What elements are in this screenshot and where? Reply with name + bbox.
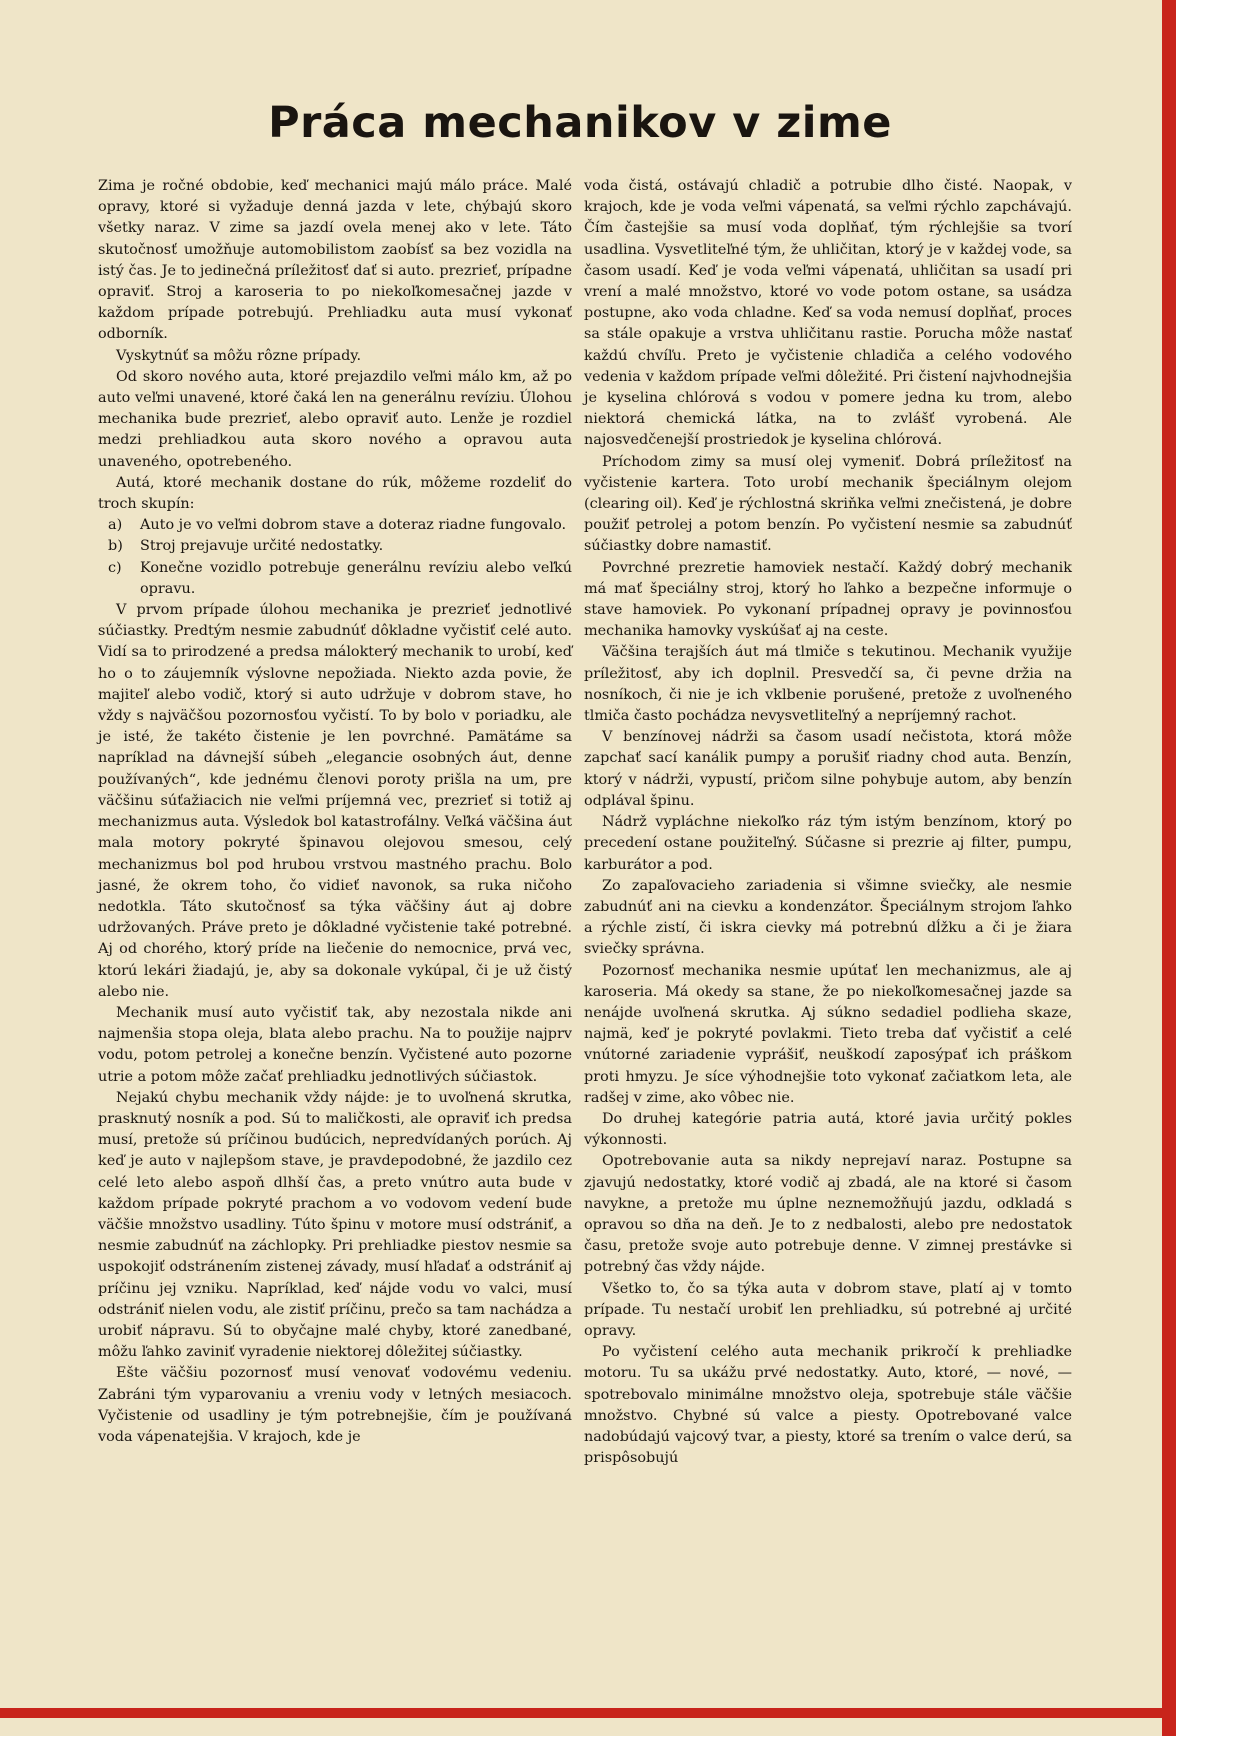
paragraph: V benzínovej nádrži sa časom usadí nečistota, ktorá môže zapchať sací kanálik pumpy a porušiť riadny chod auta. Benzín, ktorý v nádrži, vypustí, pričom silne pohybuje autom, aby benzín odplával špinu. xyxy=(584,729,1072,809)
paragraph: Nádrž vypláchne niekoľko ráz tým istým benzínom, ktorý po precedení ostane použiteľný. Súčasne si prezrie aj filter, pumpu, karburátor a pod. xyxy=(584,814,1072,873)
list-item-text: Konečne vozidlo potrebuje generálnu revíziu alebo veľkú opravu. xyxy=(140,559,572,597)
list-marker: a) xyxy=(108,517,123,534)
paragraph: Po vyčistení celého auta mechanik prikročí k prehliadke motoru. Tu sa ukážu prvé nedostatky. Auto, ktoré, — nové, — spotrebovalo minimálne množstvo oleja, spotrebuje stále väčšie množstvo. Chybné sú valce a piesty. Opotrebované valce nadobúdajú vajcový tvar, a piesty, ktoré sa trením o valce derú, sa prispôsobujú xyxy=(584,1344,1072,1467)
paragraph: Mechanik musí auto vyčistiť tak, aby nezostala nikde ani najmenšia stopa oleja, blata alebo prachu. Na to použije najprv vodu, potom petrolej a konečne benzín. Vyčistené auto pozorne utrie a potom môže začať prehliadku jednotlivých súčiastok. xyxy=(98,1004,572,1085)
paragraph: Väčšina terajších áut má tlmiče s tekutinou. Mechanik využije príležitosť, aby ich doplnil. Presvedčí sa, či pevne držia na nosníkoch, či nie je ich vklbenie porušené, pretože z uvoľneného tlmiča často pochádza nevysvetliteľný a nepríjemný rachot. xyxy=(584,644,1072,725)
paragraph: Do druhej kategórie patria autá, ktoré javia určitý pokles výkonnosti. xyxy=(584,1110,1072,1149)
paragraph: Nejakú chybu mechanik vždy nájde: je to uvoľnená skrutka, prasknutý nosník a pod. Sú to maličkosti, ale opraviť ich predsa musí, pretože sú príčinou budúcich, nepredvídaných porúch. Aj keď je auto v najlepšom stave, je pravdepodobné, že jazdilo cez celé leto alebo aspoň dlhší čas, a preto vnútro auta bude v každom prípade pokryté prachom a vo vodovom vedení bude väčšie množstvo usadliny. Túto špinu v motore musí odstrániť, a nesmie zabudnúť na záchlopky. Pri prehliadke piestov nesmie sa uspokojiť odstránením zistenej závady, musí hľadať a odstrániť aj príčinu jej vzniku. Napríklad, keď nájde vodu vo valci, musí odstrániť nielen vodu, ale zistiť príčinu, prečo sa tam nachádza a urobiť nápravu. Sú to obyčajne malé chyby, ktoré zanedbané, môžu ľahko zaviniť vyradenie niektorej dôležitej súčiastky. xyxy=(98,1089,572,1361)
list-marker: c) xyxy=(108,559,122,576)
paragraph: voda čistá, ostávajú chladič a potrubie dlho čisté. Naopak, v krajoch, kde je voda veľmi vápenatá, sa veľmi rýchlo zapchávajú. Čím častejšie sa musí voda doplňať, tým rýchlejšie sa tvorí usadlina. Vysvetliteľné tým, že uhličitan, ktorý je v každej vode, sa časom usadí. Keď je voda veľmi vápenatá, uhličitan sa usadí pri vrení a malé množstvo, ktoré vo vode potom ostane, sa usádza postupne, ako voda chladne. Keď sa voda nemusí doplňať, proces sa stále opakuje a vrstva uhličitanu rastie. Porucha môže nastať každú chvíľu. Preto je vyčistenie chladiča a celého vodového vedenia v každom prípade veľmi dôležité. Pri čistení najvhodnejšia je kyselina chlórová s vodou v pomere jedna ku trom, alebo niektorá chemická látka, na to zvlášť vyrobená. Ale najosvedčenejší prostriedok je kyselina chlórová. xyxy=(584,178,1072,449)
left-text-column xyxy=(98,176,572,1448)
page-edge-red-bottom xyxy=(0,1708,1176,1718)
paragraph: Zima je ročné obdobie, keď mechanici majú málo práce. Malé opravy, ktoré si vyžaduje denná jazda v lete, chýbajú skoro všetky naraz. V zime sa jazdí ovela menej ako v lete. Táto skutočnosť umožňuje automobilistom zaobísť sa bez vozidla na istý čas. Je to jedinečná príležitosť dať si auto. prezrieť, prípadne opraviť. Stroj a karoseria to po niekoľkomesačnej jazde v každom prípade potrebujú. Prehliadku auta musí vykonať odborník. xyxy=(98,178,572,343)
paragraph: Od skoro nového auta, ktoré prejazdilo veľmi málo km, až po auto veľmi unavené, ktoré čaká len na generálnu revíziu. Úlohou mechanika bude prezrieť, alebo opraviť auto. Lenže je rozdiel medzi prehliadkou auta skoro nového a opravou auta unaveného, opotrebeného. xyxy=(98,368,572,470)
paragraph: Zo zapaľovacieho zariadenia si všimne sviečky, ale nesmie zabudnúť ani na cievku a kondenzátor. Špeciálnym strojom ľahko a rýchle zistí, či iskra cievky má potrebnú dĺžku a či je žiara sviečky správna. xyxy=(584,877,1072,958)
paragraph: Povrchné prezretie hamoviek nestačí. Každý dobrý mechanik má mať špeciálny stroj, ktorý ho ľahko a bezpečne informuje o stave hamoviek. Po vykonaní prípadnej opravy je povinnosťou mechanika hamovky vyskúšať aj na ceste. xyxy=(584,559,1072,640)
paragraph: V prvom prípade úlohou mechanika je prezrieť jednotlivé súčiastky. Predtým nesmie zabudnúť dôkladne vyčistiť celé auto. Vidí sa to prirodzené a predsa málokterý mechanik to urobí, keď ho o to záujemník výslovne nepožiada. Niekto azda povie, že majiteľ alebo vodič, ktorý si auto udržuje v dobrom stave, ho vždy s najväčšou pozornosťou vyčistí. To by bolo v poriadku, ale je isté, že takéto čistenie je len povrchné. Pamätáme sa napríklad na dávnejší súbeh „elegancie osobných áut, denne používaných“, kde jednému členovi poroty prišla na um, pre väčšinu súťažiacich nie veľmi príjemná vec, prezrieť si totiž aj mechanizmus auta. Výsledok bol katastrofálny. Veľká väčšina áut mala motory pokryté špinavou olejovou smesou, celý mechanizmus bol pod hrubou vrstvou mastného prachu. Bolo jasné, že okrem toho, čo vidieť navonok, sa ruka ničoho nedotkla. Táto skutočnosť sa týka väčšiny áut aj dobre udržovaných. Práve preto je dôkladné vyčistenie také potrebné. Aj od chorého, ktorý príde na liečenie do nemocnice, prvá vec, ktorú lekári žiadajú, je, aby sa dokonale vykúpal, či je už čistý alebo nie. xyxy=(98,602,572,1000)
paragraph: Ešte väčšiu pozornosť musí venovať vodovému vedeniu. Zabráni tým vyparovaniu a vreniu vody v letných mesiacoch. Vyčistenie od usadliny je tým potrebnejšie, čím je používaná voda vápenatejšia. V krajoch, kde je xyxy=(98,1365,572,1445)
page-edge-red-right xyxy=(1162,0,1176,1736)
paragraph: Opotrebovanie auta sa nikdy neprejaví naraz. Postupne sa zjavujú nedostatky, ktoré vodič aj zbadá, ale na ktoré si časom navykne, a pretože mu úplne neznemožňujú jazdu, odkladá s opravou so dňa na deň. Je to z nedbalosti, alebo pre nedostatok času, pretože svoje auto potrebuje denne. V zimnej prestávke si potrebný čas vždy nájde. xyxy=(584,1153,1072,1276)
right-text-column xyxy=(584,176,1072,1469)
paragraph: Pozornosť mechanika nesmie upútať len mechanizmus, ale aj karoseria. Má okedy sa stane, že po niekoľkomesačnej jazde sa nenájde uvoľnená skrutka. Aj súkno sedadiel podlieha skaze, najmä, keď je pokryté povlakmi. Tieto treba dať vyčistiť a celé vnútorné zariadenie vyprášiť, neuškodí zaposýpať ich práškom proti hmyzu. Je síce výhodnejšie toto vykonať začiatkom leta, ale radšej v zime, ako vôbec nie. xyxy=(584,962,1072,1106)
list-marker: b) xyxy=(108,538,123,555)
list-item xyxy=(98,536,572,557)
article-title: Práca mechanikov v zime xyxy=(268,98,892,148)
paragraph: Autá, ktoré mechanik dostane do rúk, môžeme rozdeliť do troch skupín: xyxy=(98,474,572,513)
enumerated-list xyxy=(98,515,572,600)
list-item xyxy=(98,558,572,600)
list-item xyxy=(98,515,572,536)
paragraph: Všetko to, čo sa týka auta v dobrom stave, platí aj v tomto prípade. Tu nestačí urobiť len prehliadku, sú potrebné aj určité opravy. xyxy=(584,1280,1072,1339)
paragraph: Vyskytnúť sa môžu rôzne prípady. xyxy=(116,347,362,364)
list-item-text: Auto je vo veľmi dobrom stave a doteraz riadne fungovalo. xyxy=(140,517,567,534)
paragraph: Príchodom zimy sa musí olej vymeniť. Dobrá príležitosť na vyčistenie kartera. Toto urobí mechanik špeciálnym olejom (clearing oil). Keď je rýchlostná skriňka veľmi znečistená, je dobre použiť petrolej a potom benzín. Po vyčistení nesmie sa zabudnúť súčiastky dobre namastiť. xyxy=(584,453,1072,555)
list-item-text: Stroj prejavuje určité nedostatky. xyxy=(140,538,384,555)
